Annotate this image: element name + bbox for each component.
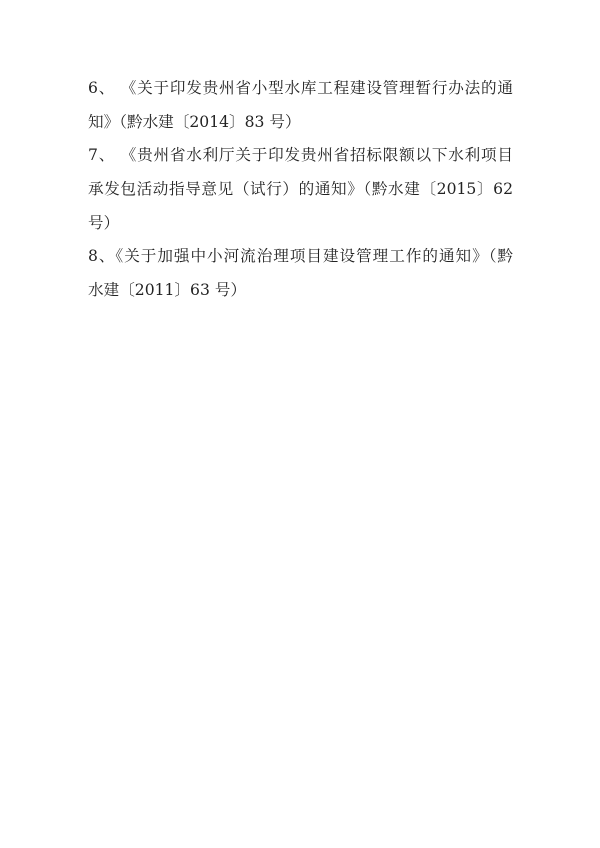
list-item (88, 72, 513, 139)
paragraph-line: 6、 《关于印发贵州省小型水库工程建设管理暂行办法的通 (88, 79, 513, 97)
paragraph-line: 知》（黔水建〔2014〕83 号） (88, 112, 301, 131)
regulation-list (88, 72, 513, 308)
paragraph-line: 承发包活动指导意见（试行）的通知》（黔水建〔2015〕62 (88, 180, 513, 199)
paragraph-line: 8、《关于加强中小河流治理项目建设管理工作的通知》（黔 (88, 247, 513, 266)
paragraph-line: 号） (88, 213, 120, 232)
list-item (88, 139, 513, 240)
list-item (88, 240, 513, 307)
paragraph-line: 水建〔2011〕63 号） (88, 281, 247, 300)
paragraph-line: 7、 《贵州省水利厅关于印发贵州省招标限额以下水利项目 (88, 146, 513, 165)
